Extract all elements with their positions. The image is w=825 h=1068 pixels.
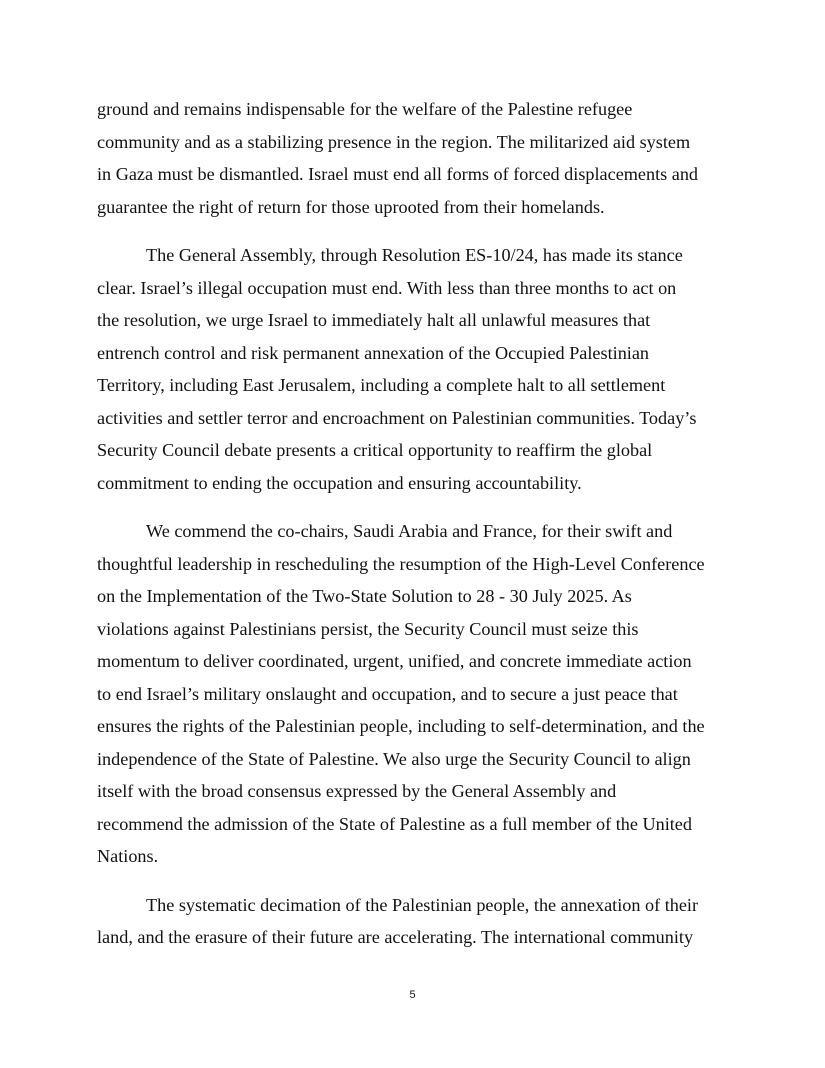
text-line: commitment to ending the occupation and ensuring accountability. [97, 472, 582, 493]
paragraph-co-chairs-conference [97, 515, 737, 873]
text-line: The systematic decimation of the Palestinian people, the annexation of their [146, 894, 699, 915]
page-number: 5 [409, 989, 416, 1001]
text-line: the resolution, we urge Israel to immediately halt all unlawful measures that [97, 310, 651, 330]
text-line: Security Council debate presents a critical opportunity to reaffirm the global [97, 440, 653, 460]
text-line: ground and remains indispensable for the welfare of the Palestine refugee [97, 99, 633, 119]
text-line: in Gaza must be dismantled. Israel must end all forms of forced displacements and [97, 164, 699, 184]
text-line: clear. Israel’s illegal occupation must end. With less than three months to act on [97, 277, 677, 298]
paragraph-refugee-community [97, 93, 737, 223]
text-line: land, and the erasure of their future are accelerating. The international community [97, 927, 694, 947]
text-line: to end Israel’s military onslaught and occupation, and to secure a just peace that [97, 683, 678, 704]
text-line: thoughtful leadership in rescheduling the resumption of the High-Level Conference [97, 553, 705, 574]
text-line: independence of the State of Palestine. We also urge the Security Council to align [97, 748, 691, 769]
text-line: Nations. [97, 846, 159, 866]
text-line: on the Implementation of the Two-State Solution to 28 - 30 July 2025. As [97, 586, 632, 606]
text-line: ensures the rights of the Palestinian people, including to self-determination, and the [97, 716, 705, 736]
text-line: activities and settler terror and encroachment on Palestinian communities. Today’s [97, 407, 697, 428]
paragraph-general-assembly-resolution [97, 239, 737, 499]
text-line: itself with the broad consensus expressed by the General Assembly and [97, 781, 617, 801]
text-line: momentum to deliver coordinated, urgent, unified, and concrete immediate action [97, 651, 692, 671]
text-line: The General Assembly, through Resolution ES-10/24, has made its stance [146, 245, 683, 265]
text-line: We commend the co-chairs, Saudi Arabia and France, for their swift and [146, 521, 673, 541]
paragraph-systematic-decimation [97, 889, 737, 954]
body-text [97, 93, 737, 970]
text-line: community and as a stabilizing presence in the region. The militarized aid system [97, 131, 691, 152]
text-line: guarantee the right of return for those uprooted from their homelands. [97, 196, 605, 217]
text-line: recommend the admission of the State of Palestine as a full member of the United [97, 813, 692, 834]
text-line: violations against Palestinians persist, the Security Council must seize this [97, 618, 639, 639]
text-line: entrench control and risk permanent annexation of the Occupied Palestinian [97, 342, 650, 363]
text-line: Territory, including East Jerusalem, including a complete halt to all settlement [97, 375, 666, 395]
